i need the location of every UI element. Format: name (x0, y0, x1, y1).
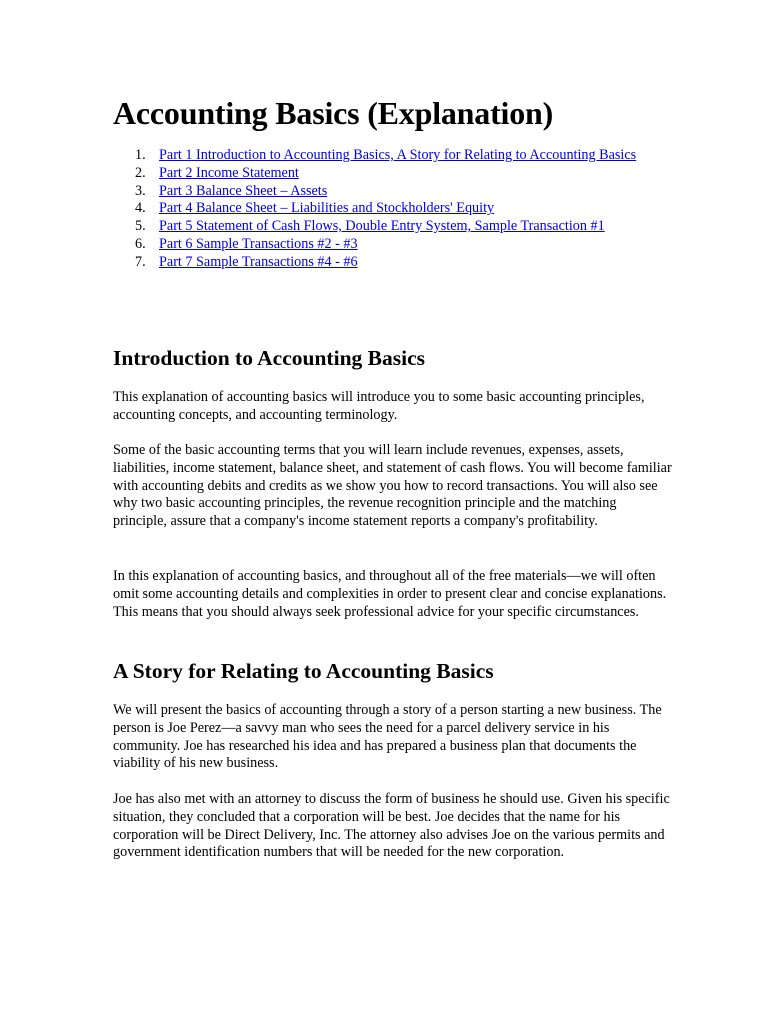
toc-link-part-7[interactable]: Part 7 Sample Transactions #4 - #6 (159, 253, 358, 270)
toc-link-part-1[interactable]: Part 1 Introduction to Accounting Basics, A Story for Relating to Accounting Basics (159, 147, 637, 163)
paragraph: Some of the basic accounting terms that you will learn include revenues, expenses, assets, liabilities, income statement, balance sheet, and statement of cash flows. You will become familiar with accounting debits and credits as we show you how to record transactions. You will also see why two basic accounting principles, the revenue recognition principle and the matching principle, assure that a company's income statement reports a company's profitability. (113, 442, 672, 530)
toc-link-part-3[interactable]: Part 3 Balance Sheet – Assets (159, 182, 328, 199)
toc-item-3 (113, 183, 653, 201)
toc-number: 4. (135, 200, 146, 217)
toc-item-1 (113, 147, 653, 165)
toc-item-2 (113, 165, 653, 183)
toc-number: 5. (135, 218, 146, 235)
toc-number: 3. (135, 182, 146, 199)
paragraph: We will present the basics of accounting through a story of a person starting a new business. The person is Joe Perez—a savvy man who sees the need for a parcel delivery service in his community. Joe has researched his idea and has prepared a business plan that documents the viability of his new business. (113, 702, 662, 772)
toc-number: 7. (135, 253, 146, 270)
paragraph: This explanation of accounting basics will introduce you to some basic accounting principles, accounting concepts, and accounting terminology. (113, 389, 645, 423)
toc-link-part-2[interactable]: Part 2 Income Statement (159, 164, 299, 181)
page-title: Accounting Basics (Explanation) (113, 95, 554, 131)
toc-number: 1. (135, 147, 146, 163)
toc-number: 2. (135, 164, 146, 181)
toc-item-5 (113, 218, 653, 236)
paragraph: Joe has also met with an attorney to discuss the form of business he should use. Given his specific situation, they concluded that a corporation will be best. Joe decides that the name for his corporation will be Direct Delivery, Inc. The attorney also advises Joe on the various permits and government identification numbers that will be needed for the new corporation. (113, 791, 670, 861)
toc-link-part-6[interactable]: Part 6 Sample Transactions #2 - #3 (159, 235, 358, 252)
toc-item-6 (113, 236, 653, 254)
toc-item-4 (113, 200, 653, 218)
toc-link-part-4[interactable]: Part 4 Balance Sheet – Liabilities and Stockholders' Equity (159, 200, 495, 217)
section-heading-story: A Story for Relating to Accounting Basics (113, 659, 494, 683)
toc-number: 6. (135, 235, 146, 252)
toc-item-7 (113, 254, 653, 272)
section-heading-introduction: Introduction to Accounting Basics (113, 346, 425, 370)
toc-link-part-5[interactable]: Part 5 Statement of Cash Flows, Double Entry System, Sample Transaction #1 (159, 218, 605, 235)
table-of-contents (113, 147, 653, 272)
paragraph: In this explanation of accounting basics, and throughout all of the free materials—we will often omit some accounting details and complexities in order to present clear and concise explanations. This means that you should always seek professional advice for your specific circumstances. (113, 568, 667, 620)
